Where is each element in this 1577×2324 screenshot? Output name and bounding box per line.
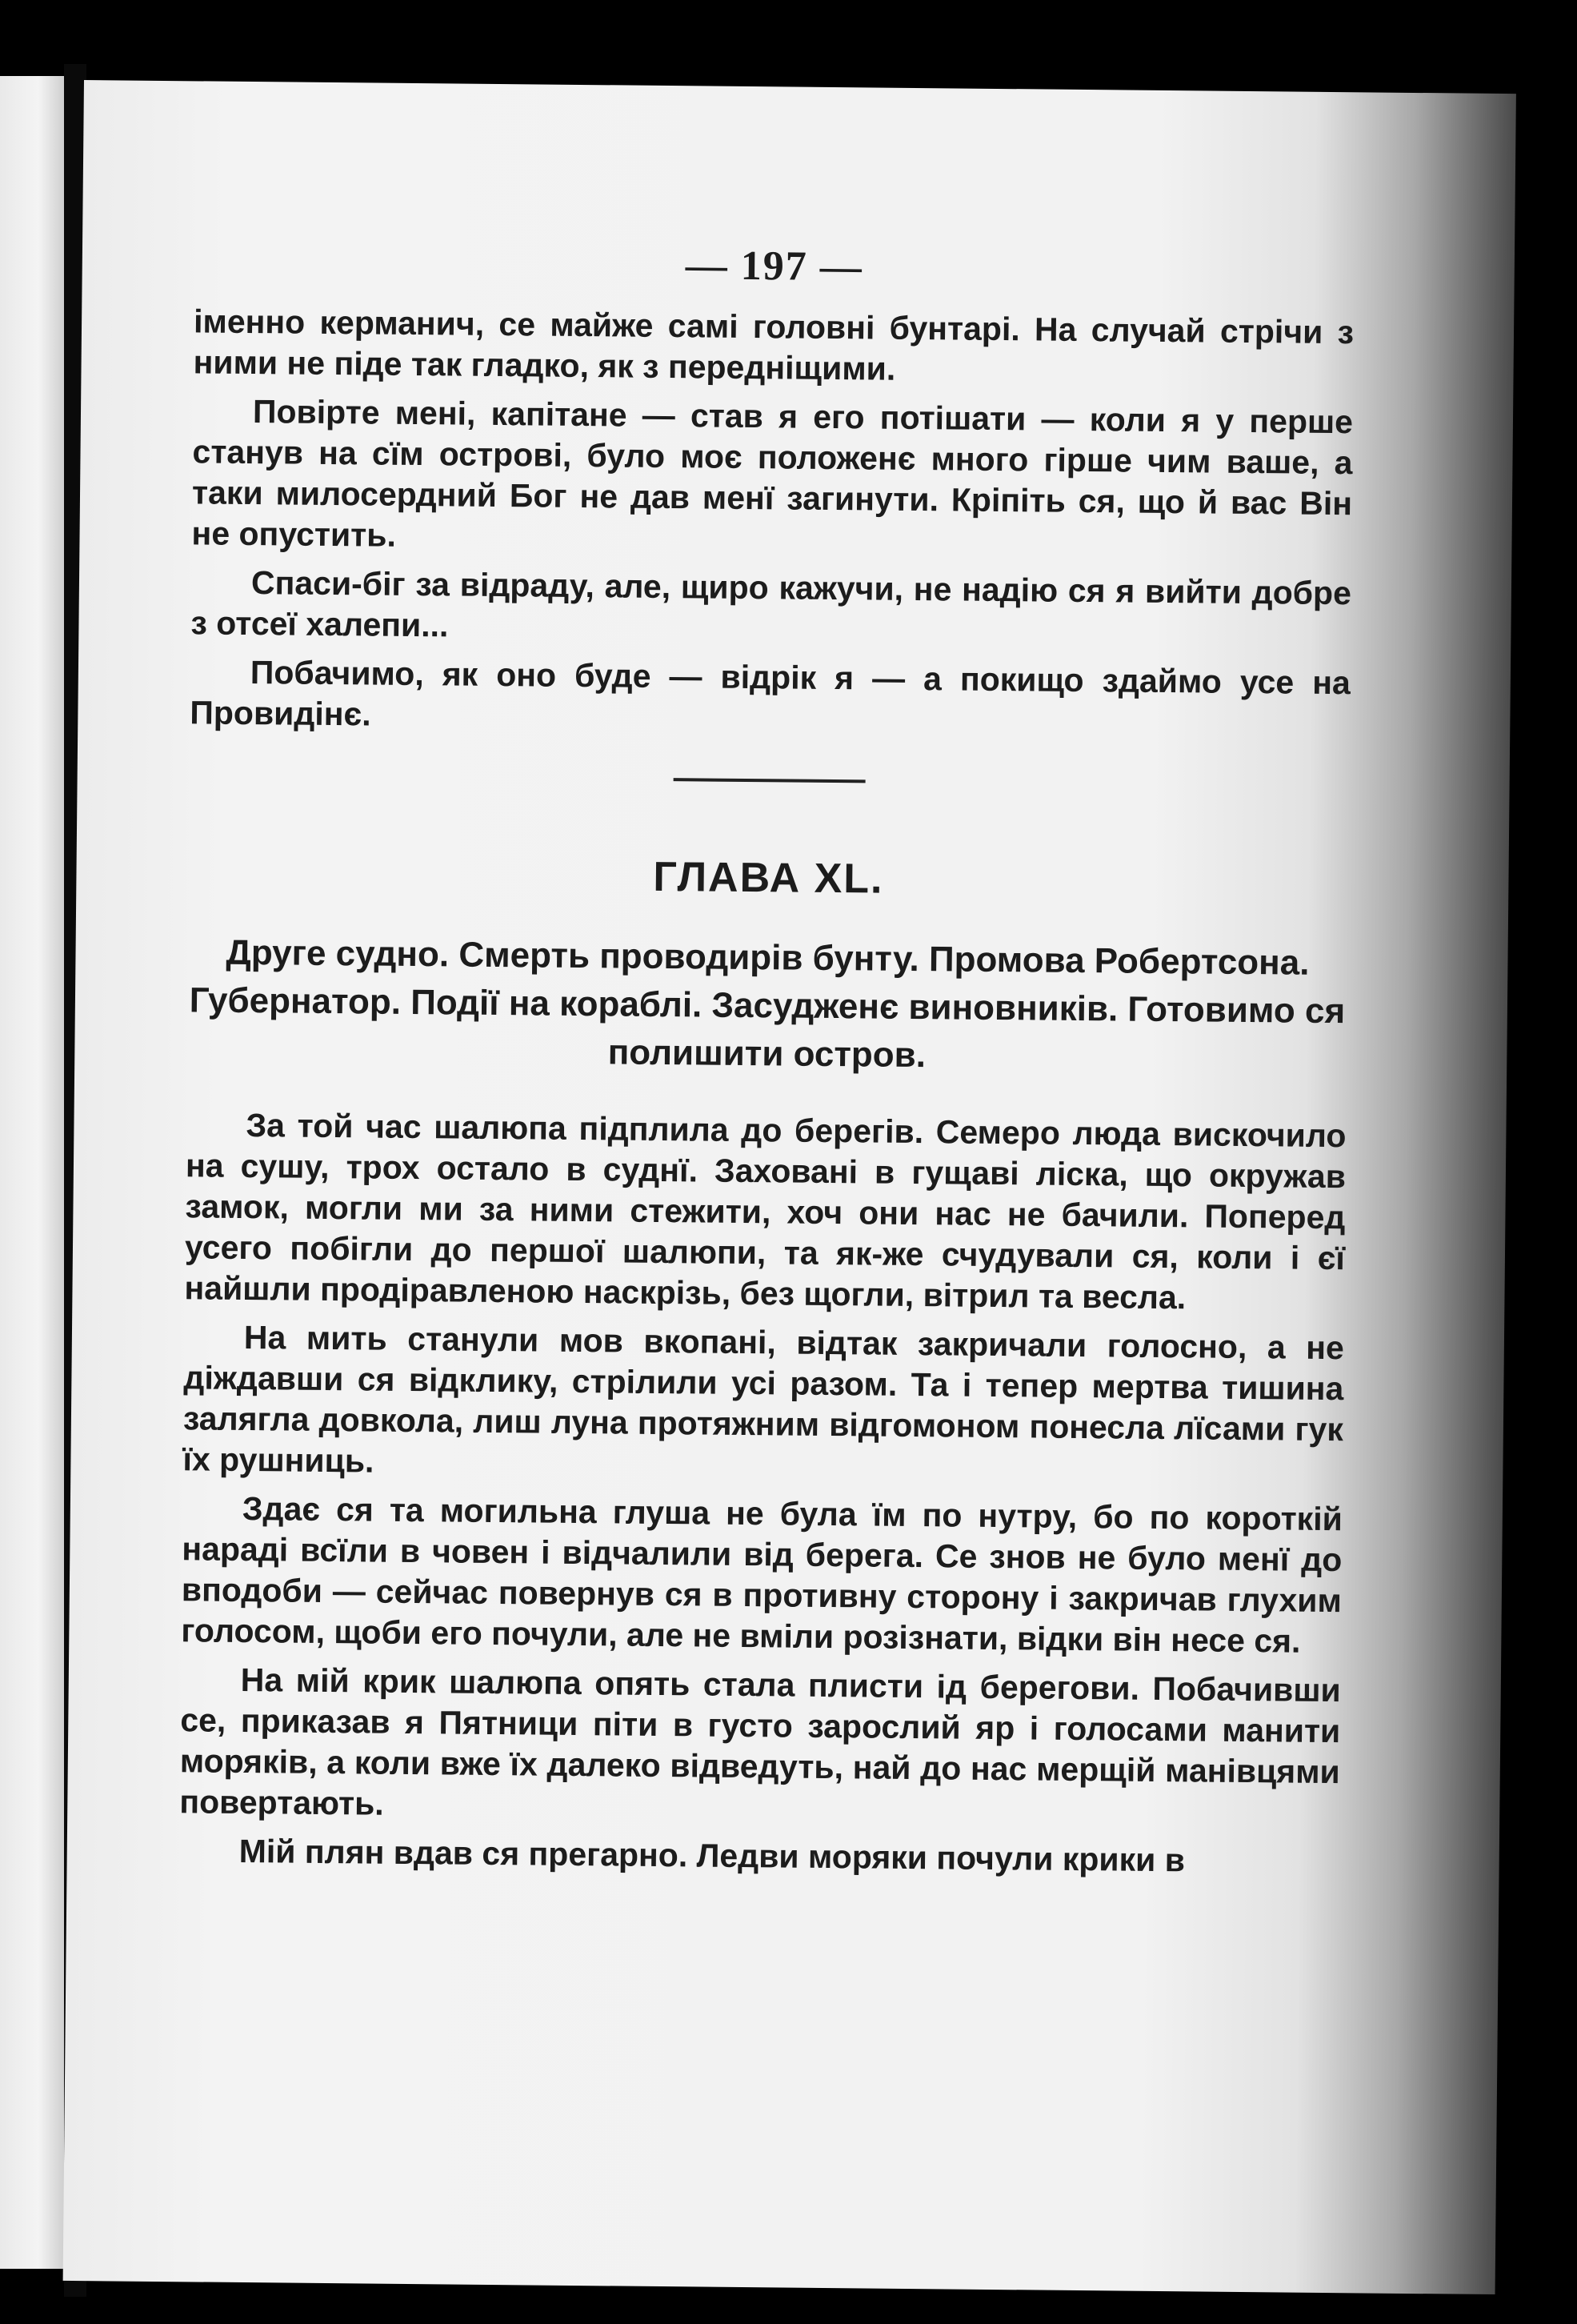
body-paragraph: На мить станули мов вкопані, відтак закричали голосно, а не діждавши ся відклику, стрілили усі разом. Та і тепер мертва тишина залягла довкола, лиш луна протяжним відгомоном понесла лїсами гук їх рушниць. — [182, 1318, 1345, 1480]
book-page — [63, 80, 1516, 2294]
body-paragraph: За той час шалюпа підплила до берегів. Семеро люда вискочило на сушу, трох остало в суднї. Заховані в гущаві ліска, що окружав замок, могли ми за ними стежити, хоч они нас не бачили. Поперед усего побігли до першої шалюпи, та як-же счудували ся, коли і єї найшли продіравленою наскрізь, без щогли, вітрил та весла. — [184, 1107, 1347, 1316]
chapter-body — [179, 1104, 1347, 1882]
body-paragraph: На мій крик шалюпа опять стала плисти ід берегови. Побачивши се, приказав я Пятници піти в густо зарослий яр і голосами манити моряків, а коли вже їх далеко відведуть, най до нас мерщій манівцями повертають. — [179, 1661, 1341, 1822]
chapter-title: ГЛАВА XL. — [653, 853, 884, 903]
left-page-edge — [0, 76, 64, 2269]
body-paragraph: Здає ся та могильна глуша не була їм по нутру, бо по короткій нараді всїли в човен і відчалили від берега. Се знов не було менї до вподоби — сейчас повернув ся в противну сторону і закричав глухим голосом, щоби его почули, але не вміли розізнати, відки він несе ся. — [181, 1489, 1343, 1660]
page-number: — 197 — — [685, 242, 864, 290]
intro-paragraph: Спаси-біг за відраду, але, щиро кажучи, не надію ся я вийти добре з отсеї халепи... — [190, 564, 1352, 644]
intro-paragraph: іменно керманич, се майже самі головні бунтарі. На случай стрічи з ними не піде так гладко, як з передніщими. — [193, 303, 1355, 387]
chapter-summary: Друге судно. Смерть проводирів бунту. Промова Робертсона. Губернатор. Події на кораблі. Засудженє виновників. Готовимо ся полишити остров. — [189, 932, 1346, 1076]
intro-paragraph: Повірте мені, капітане — став я его потішати — коли я у перше станув на сїм острові, було моє положенє много гірше чим ваше, а таки милосердний Бог не дав менї загинути. Кріпіть ся, що й вас Він не опустить. — [191, 393, 1354, 554]
page-content — [178, 237, 1355, 1890]
intro-paragraph: Побачимо, як оно буде — відрік я — а покищо здаймо усе на Провидінє. — [190, 654, 1351, 733]
body-paragraph: Мій плян вдав ся прегарно. Ледви моряки почули крики в — [238, 1832, 1186, 1879]
section-divider — [674, 778, 866, 783]
